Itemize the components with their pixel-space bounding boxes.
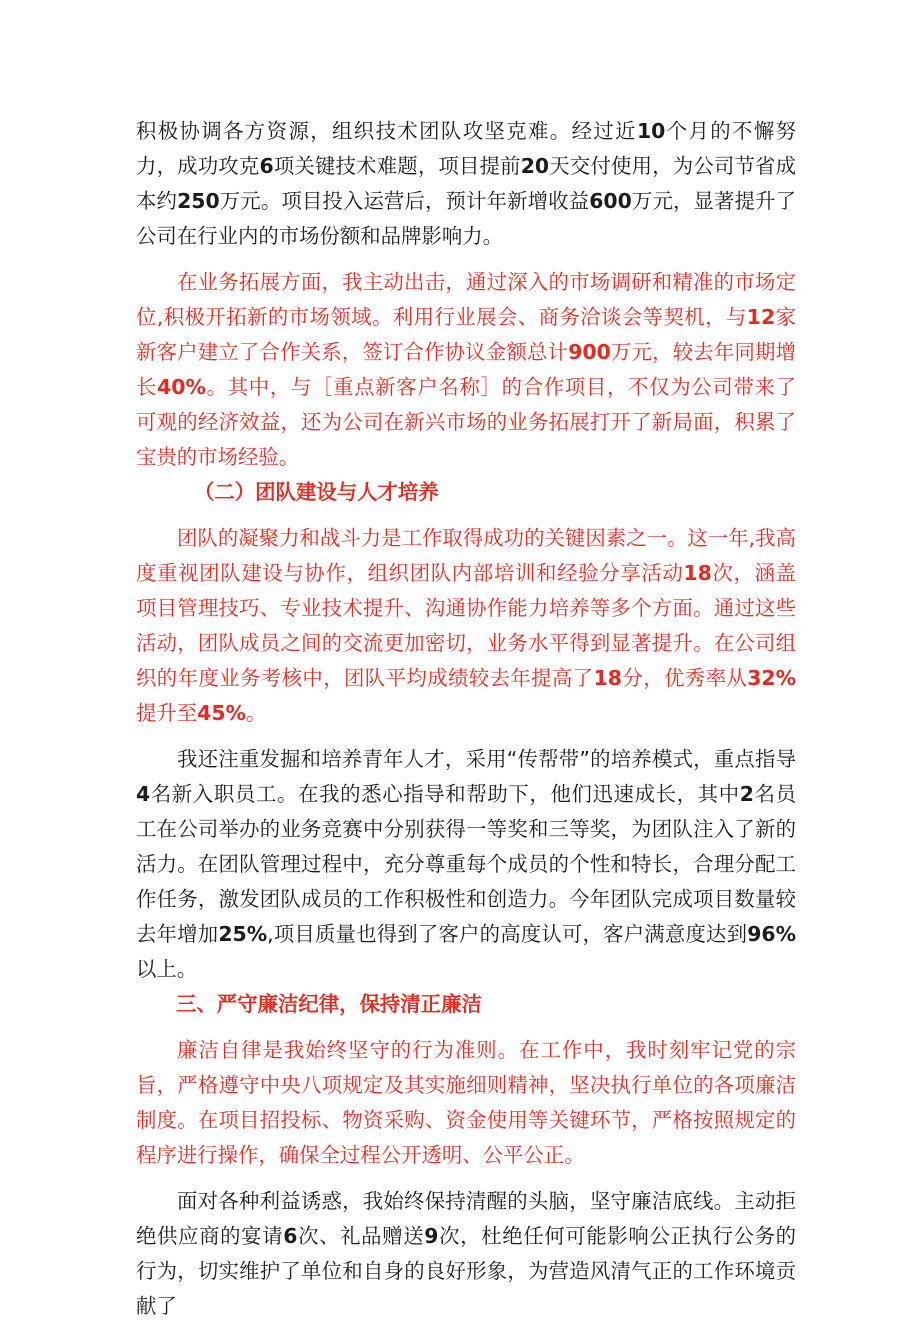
paragraph-tech-achievements: [136, 114, 796, 254]
section-heading-team-building: （二）团队建设与人才培养: [194, 480, 439, 504]
highlight-number: 18: [593, 666, 622, 690]
text-run: 。其中，与［重点新客户名称］的合作项目，不仅为公司带来了可观的经济效益，还为公司在新兴市场的业务拓展打开了新局面，积累了宝贵的市场经验。: [136, 375, 796, 469]
paragraph-team-cohesion: [136, 521, 796, 731]
text-run: 项关键技术难题，项目提前: [273, 154, 521, 178]
highlight-number: 4: [136, 782, 151, 806]
highlight-number: 2: [739, 782, 754, 806]
text-run: 积极协调各方资源，组织技术团队攻坚克难。经过近: [136, 119, 637, 143]
highlight-number: 6: [259, 154, 274, 178]
text-run: 分，优秀率从: [621, 666, 748, 690]
text-run: 名员工在公司举办的业务竞赛中分别获得一等奖和三等奖，为团队注入了新的活力。在团队管理过程中，充分尊重每个成员的个性和特长，合理分配工作任务，激发团队成员的工作积极性和创造力。今年团队完成项目数量较去年增加: [136, 782, 797, 946]
text-run: 万元，显著提升了公司在行业内的市场份额和品牌影响力。: [136, 189, 797, 248]
text-run: 提升至: [136, 701, 198, 725]
text-run: 团队的凝聚力和战斗力是工作取得成功的关键因素之一。这一年,我高度重视团队建设与协作，组织团队内部培训和经验分享活动: [136, 526, 796, 585]
highlight-number: 45%: [197, 701, 246, 725]
document-body: [136, 114, 796, 1324]
text-run: 以上。: [136, 957, 198, 981]
highlight-number: 12: [746, 305, 776, 329]
highlight-number: 250: [177, 189, 220, 213]
text-run: 。: [245, 701, 267, 725]
highlight-number: 9: [424, 1224, 439, 1248]
highlight-number: 900: [568, 340, 611, 364]
text-run: 次，杜绝任何可能影响公正执行公务的行为，切实维护了单位和自身的良好形象，为营造风清气正的工作环境贡献了: [136, 1224, 797, 1318]
section-heading-integrity: 三、严守廉洁纪律，保持清正廉洁: [176, 992, 482, 1016]
highlight-number: 96%: [747, 922, 796, 946]
highlight-number: 10: [636, 119, 666, 143]
highlight-number: 32%: [747, 666, 797, 690]
text-run: 个月的不懈努力，成功攻克: [136, 119, 797, 178]
text-run: 廉洁自律是我始终坚守的行为准则。在工作中，我时刻牢记党的宗旨，严格遵守中央八项规定及其实施细则精神，坚决执行单位的各项廉洁制度。在项目招投标、物资采购、资金使用等关键环节，严格按照规定的程序进行操作，确保全过程公开透明、公平公正。: [136, 1038, 796, 1167]
text-run: 家新客户建立了合作关系，签订合作协议金额总计: [136, 305, 796, 364]
paragraph-business-expansion: [136, 265, 796, 475]
text-run: 万元，较去年同期增长: [136, 340, 797, 399]
paragraph-resist-temptation: [136, 1184, 796, 1324]
text-run: 名新入职员工。在我的悉心指导和帮助下，他们迅速成长，其中: [150, 782, 740, 806]
text-run: 次、礼品赠送: [297, 1224, 425, 1248]
highlight-number: 25%: [218, 922, 268, 946]
text-run: ,项目质量也得到了客户的高度认可，客户满意度达到: [267, 922, 748, 946]
highlight-number: 40%: [157, 375, 206, 399]
text-run: 万元。项目投入运营后，预计年新增收益: [219, 189, 590, 213]
paragraph-talent-cultivation: [136, 742, 796, 987]
highlight-number: 600: [589, 189, 632, 213]
text-run: 面对各种利益诱惑，我始终保持清醒的头脑，坚守廉洁底线。主动拒绝供应商的宴请: [136, 1189, 796, 1248]
text-run: 我还注重发掘和培养青年人才，采用“传帮带”的培养模式，重点指导: [177, 747, 796, 771]
text-run: 天交付使用，为公司节省成本约: [136, 154, 797, 213]
highlight-number: 6: [283, 1224, 298, 1248]
paragraph-integrity-principles: [136, 1033, 796, 1173]
highlight-number: 20: [520, 154, 550, 178]
text-run: 次，涵盖项目管理技巧、专业技术提升、沟通协作能力培养等多个方面。通过这些活动，团队成员之间的交流更加密切，业务水平得到显著提升。在公司组织的年度业务考核中，团队平均成绩较去年提高了: [136, 561, 797, 690]
highlight-number: 18: [683, 561, 712, 585]
text-run: 在业务拓展方面，我主动出击，通过深入的市场调研和精准的市场定位,积极开拓新的市场领域。利用行业展会、商务洽谈会等契机，与: [136, 270, 796, 329]
